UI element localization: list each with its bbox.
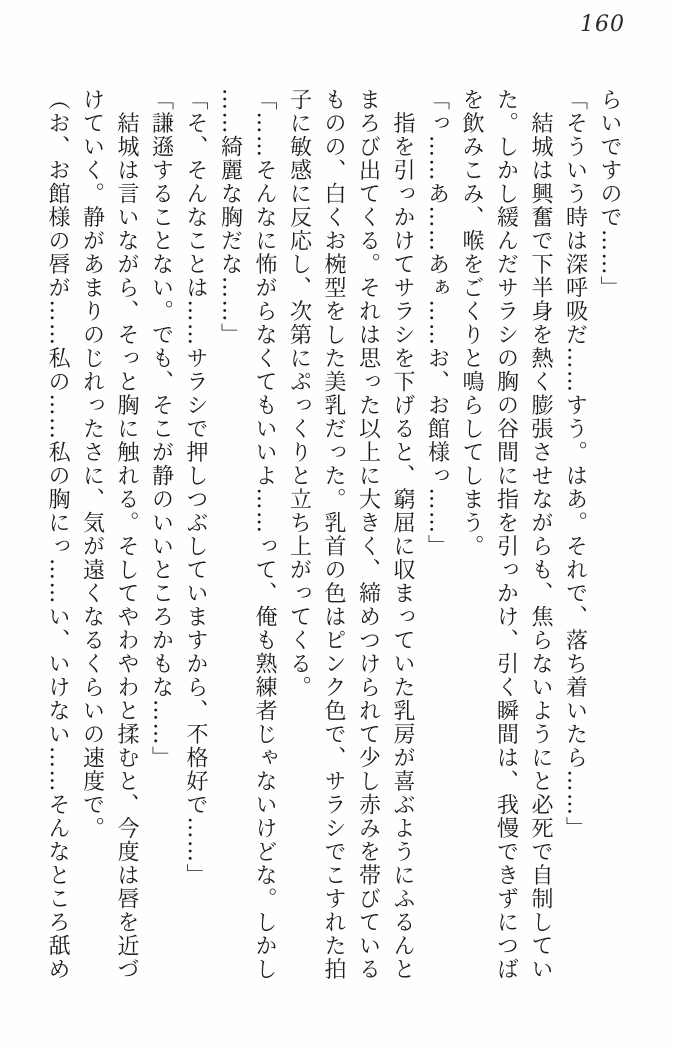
text-line: まろび出てくる。それは思った以上に大きく、締めつけられて少し赤みを帯びている [355,88,381,981]
text-line: 「そ、そんなことは……サラシで押しつぶしていますから、不格好で……」 [183,88,208,887]
text-line: 指を引っかけてサラシを下げると、窮屈に収まっていた乳房が喜ぶようにふるんと [390,88,415,981]
text-line: を飲みこみ、喉をごくりと鳴らしてしまう。 [459,88,484,558]
text-line: 結城は興奮で下半身を熱く膨張させながらも、焦らないようにと必死で自制してい [528,88,553,981]
page-number: 160 [580,12,625,37]
text-line: 子に敏感に反応し、次第にぷっくりと立ち上がってくる。 [286,88,312,699]
text-line: 結城は言いながら、そっと胸に触れる。そしてやわやわと揉むと、今度は唇を近づ [114,88,139,981]
text-line: 「謙遜することない。でも、そこが静のいいところかもな……」 [148,88,174,770]
text-line: けていく。静があまりのじれったさに、気が遠くなるくらいの速度で。 [79,88,105,840]
text-line: 「そういう時は深呼吸だ……すう。はあ。それで、落ち着いたら……」 [562,88,588,840]
text-line: らいですので……」 [597,88,622,300]
text-line: ……綺麗な胸だな……」 [217,88,243,347]
text-line: ものの、白くお椀型をした美乳だった。乳首の色はピンク色で、サラシでこすれた拍 [321,88,346,981]
text-line: （お、お館様の唇が……私の……私の胸にっ……い、いけない……そんなところ舐め [45,88,70,981]
text-line: た。しかし緩んだサラシの胸の谷間に指を引っかけ、引く瞬間は、我慢できずにつば [493,88,519,981]
text-line: 「っ……あ……あぁ……お、お館様っ……」 [424,88,450,558]
text-body [40,88,627,988]
text-line: 「……そんなに怖がらなくてもいいよ……って、俺も熟練者じゃないけどな。しかし [252,88,277,981]
